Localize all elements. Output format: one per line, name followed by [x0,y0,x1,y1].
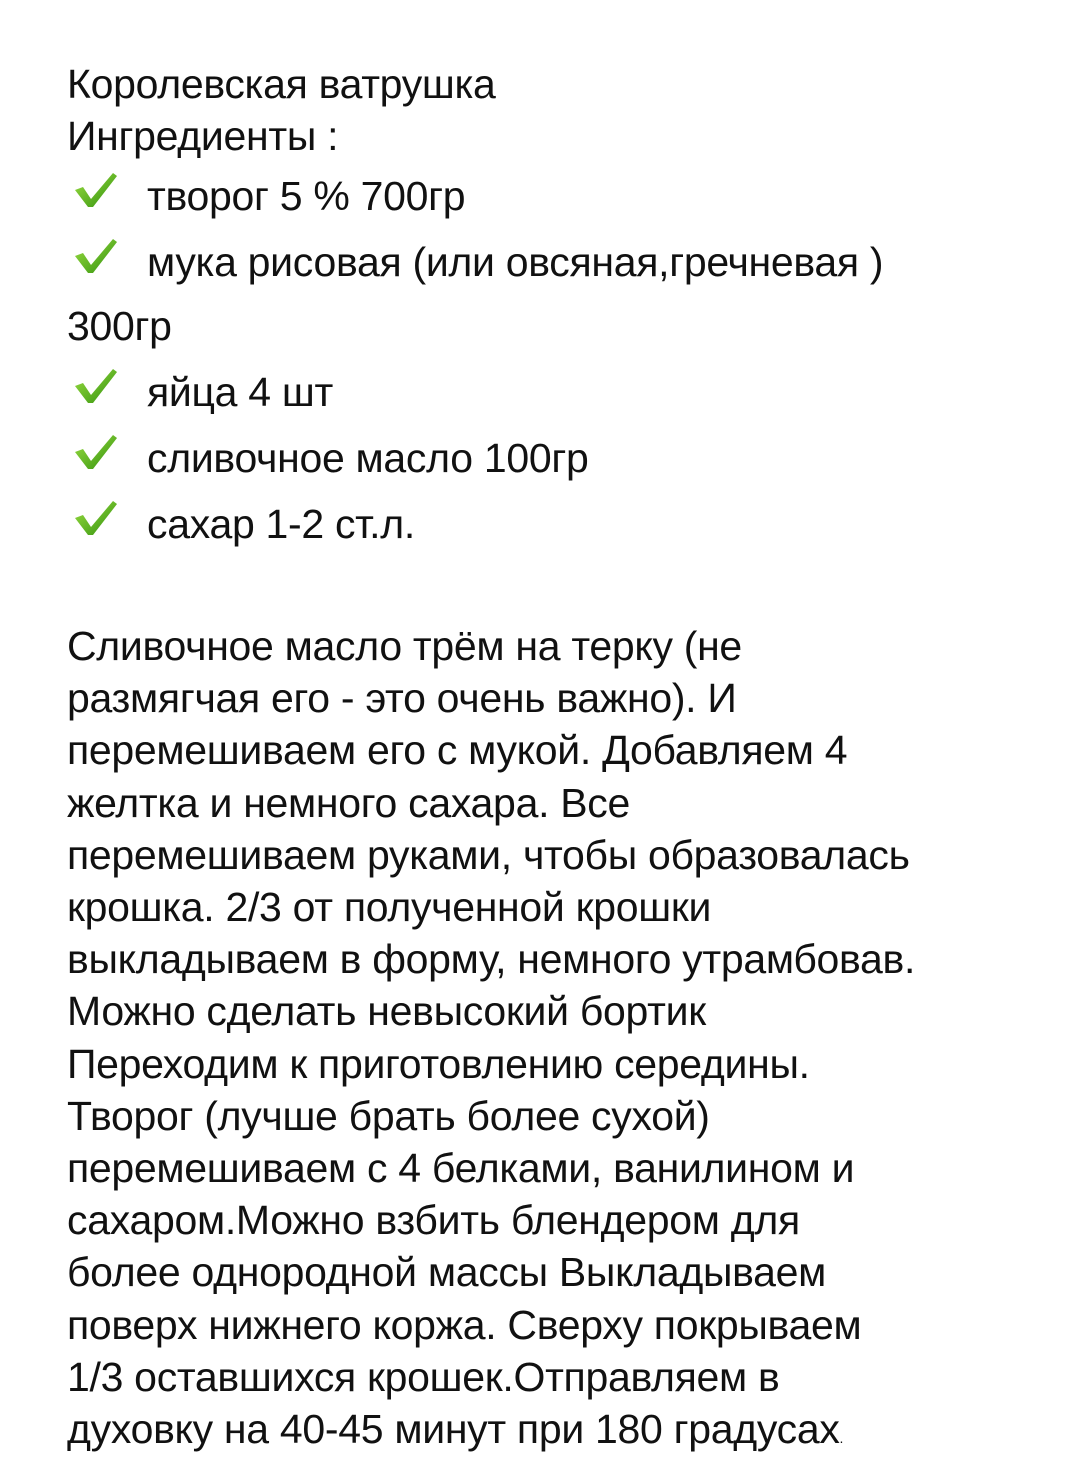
instruction-line-last [67,1403,1057,1464]
ingredient-text: сахар 1-2 ст.л. [147,501,415,547]
recipe-title: Королевская ватрушка [67,61,496,107]
ingredient-item [67,366,1057,432]
ingredient-item [67,236,1057,288]
instruction-line: перемешиваем с 4 белками, ванилином и [67,1145,855,1192]
instruction-line: Сливочное масло трём на терку (не [67,623,742,669]
instruction-line: размягчая его - это очень важно). И [67,675,737,722]
checkmark-icon [73,170,119,210]
instruction-line: перемешиваем его с мукой. Добавляем 4 [67,727,848,774]
instruction-line: Творог (лучше брать более сухой) [67,1092,710,1139]
final-dot: . [839,1430,844,1447]
instruction-line: Можно сделать невысокий бортик [67,988,706,1035]
ingredients-list [67,170,1057,564]
checkmark-icon [73,366,119,406]
instruction-line: Переходим к приготовлению середины. [67,1040,810,1087]
instruction-line: более однородной массы Выкладываем [67,1249,827,1296]
ingredient-item [67,170,1057,236]
ingredient-item [67,498,1057,564]
instruction-line: желтка и немного сахара. Все [67,779,630,826]
instruction-line: поверх нижнего коржа. Сверху покрываем [67,1301,862,1348]
ingredient-text: яйца 4 шт [147,369,333,415]
instruction-line: перемешиваем руками, чтобы образовалась [67,831,910,878]
ingredient-continuation: 300гр [67,303,172,349]
instruction-line: сахаром.Можно взбить блендером для [67,1197,800,1244]
instruction-line: 1/3 оставшихся крошек.Отправляем в [67,1353,780,1400]
recipe-document [67,58,1057,1464]
checkmark-icon [73,498,119,538]
instruction-last-text: духовку на 40-45 минут при 180 градусах [67,1406,840,1453]
instruction-line: выкладываем в форму, немного утрамбовав. [67,936,916,983]
ingredient-text: мука рисовая (или овсяная,гречневая ) [147,239,884,285]
ingredient-text: сливочное масло 100гр [147,435,589,481]
ingredients-heading: Ингредиенты : [67,113,339,159]
checkmark-icon [73,236,119,276]
ingredient-item [67,432,1057,498]
checkmark-icon [73,432,119,472]
instruction-line: крошка. 2/3 от полученной крошки [67,884,712,931]
instructions-paragraph [67,620,1057,1464]
ingredient-text: творог 5 % 700гр [147,173,466,219]
